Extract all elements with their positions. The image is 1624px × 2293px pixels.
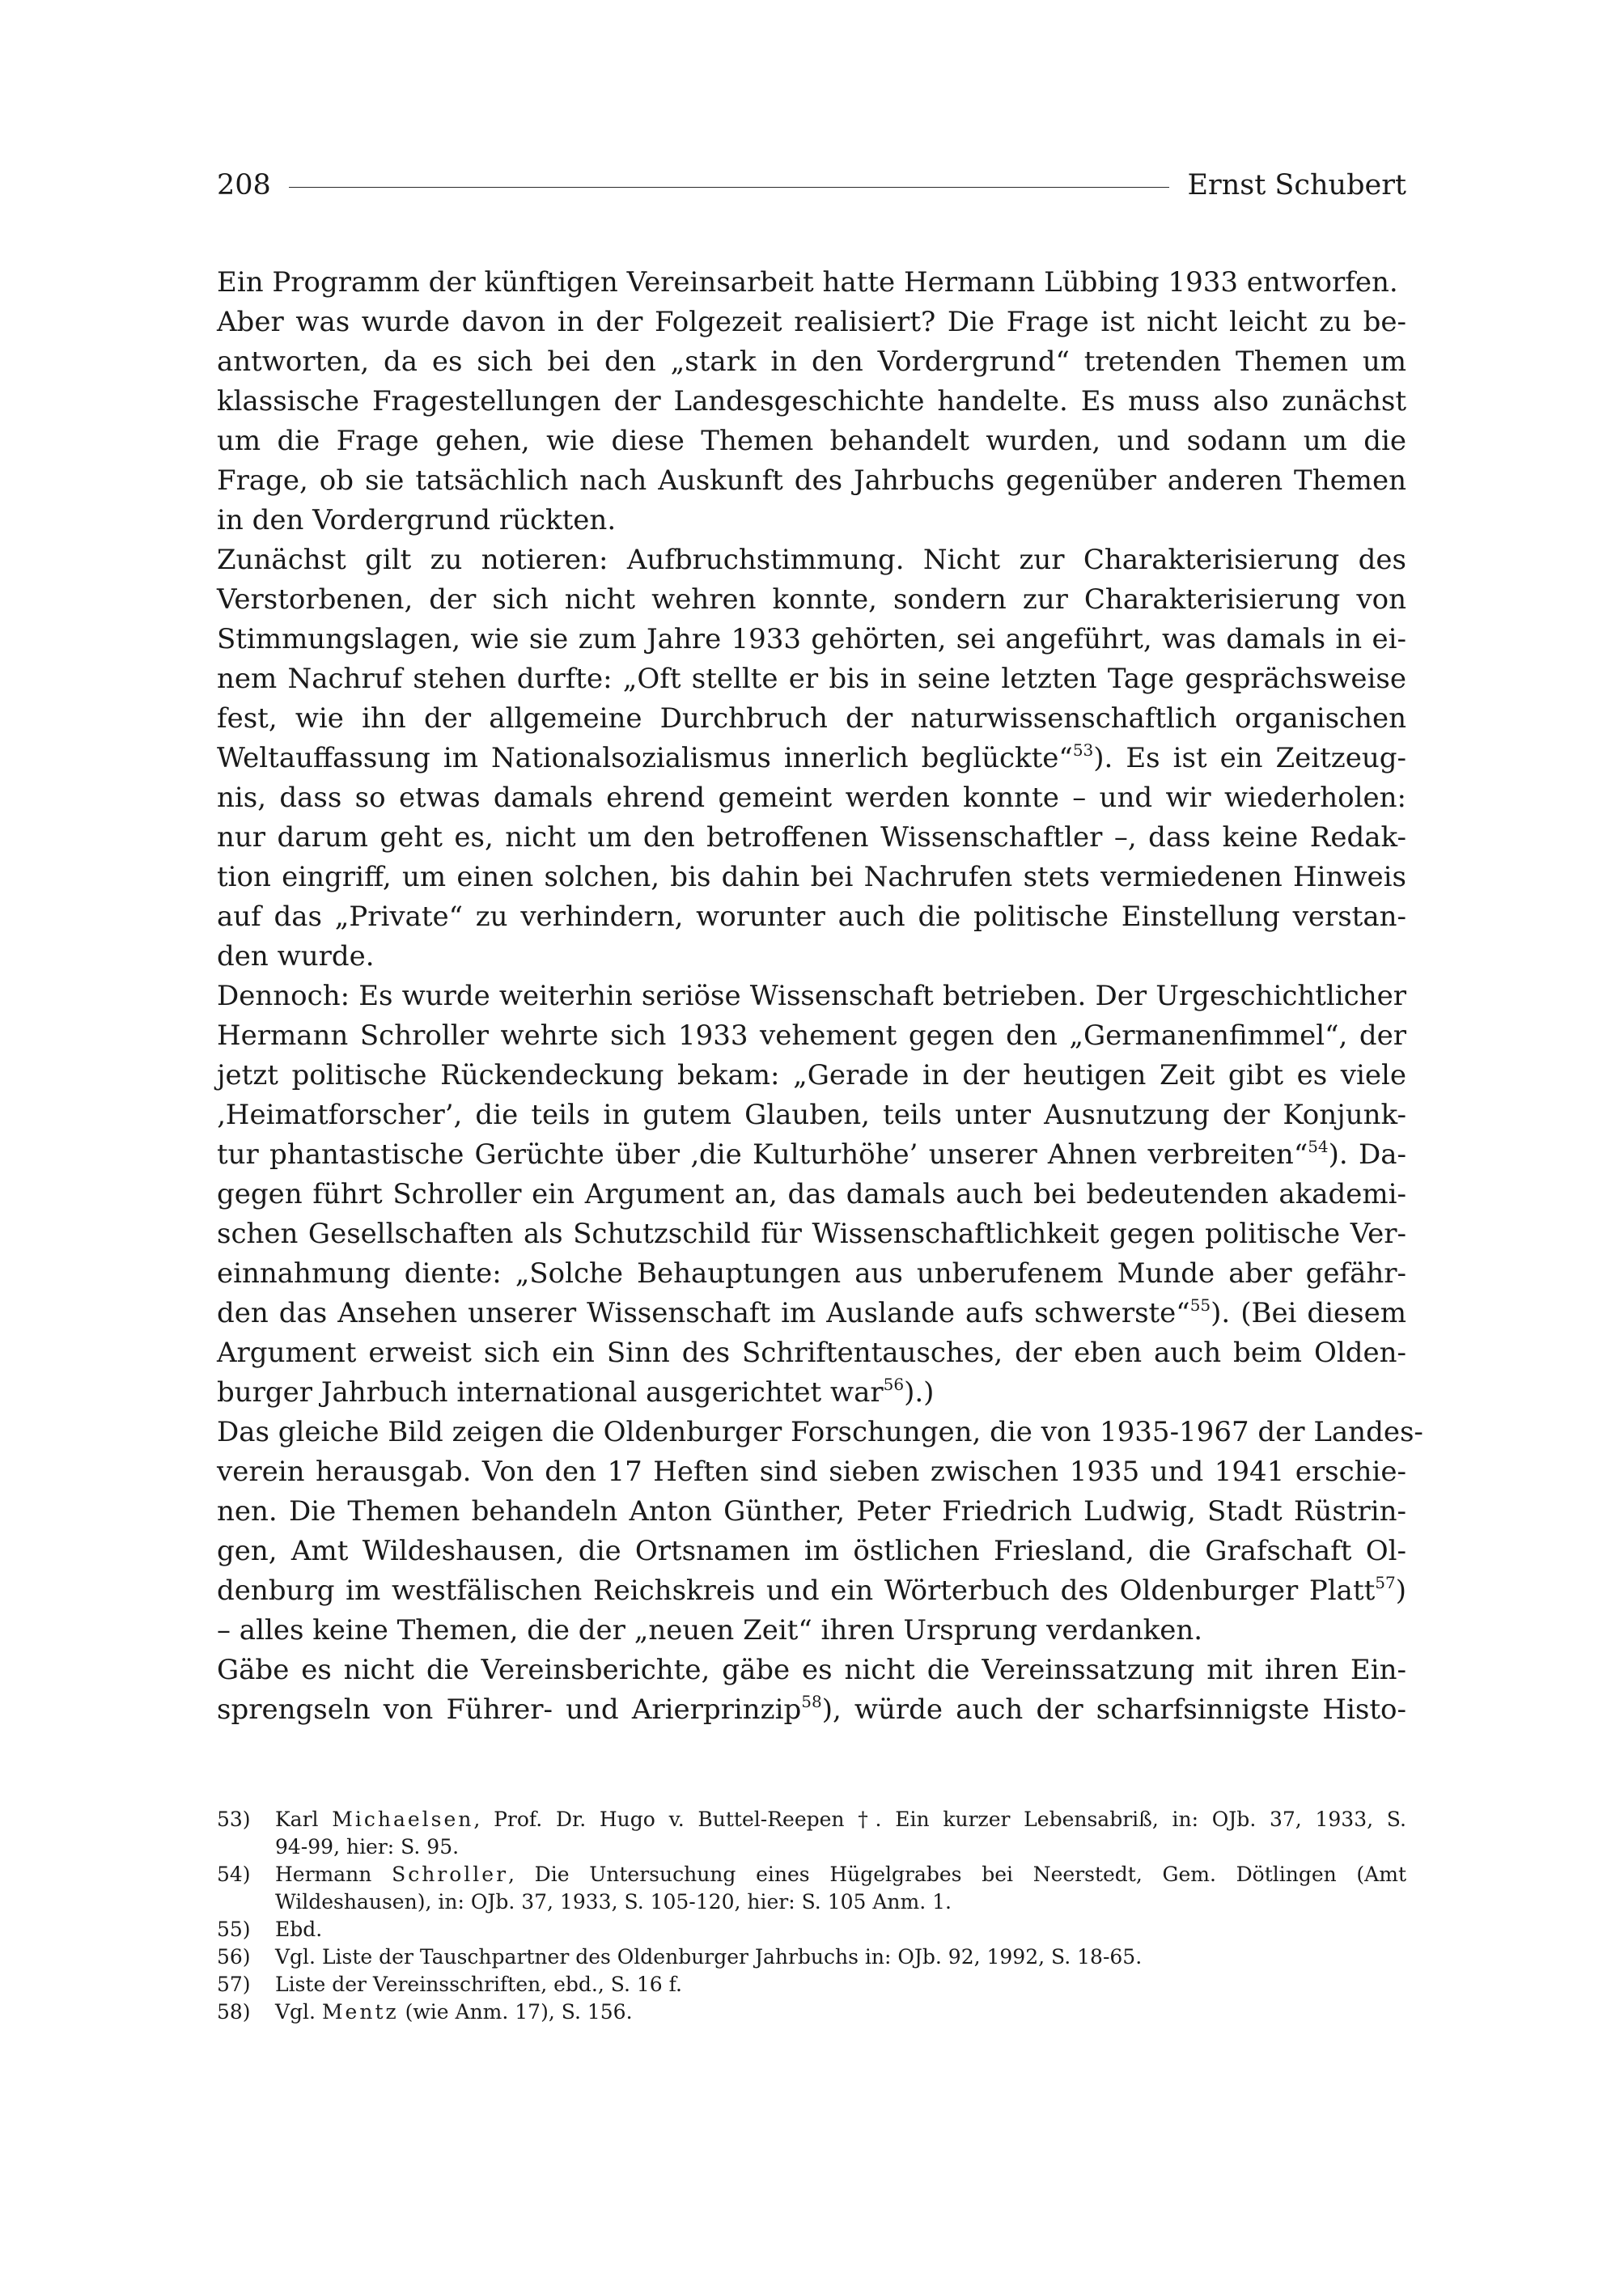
body-line bbox=[217, 699, 1406, 739]
footnote-text bbox=[275, 1971, 1406, 1998]
body-text-run: ), würde auch der scharfsinnigste Histo- bbox=[821, 1693, 1406, 1726]
body-text-run: fest, wie ihn der allgemeine Durchbruch der naturwissenschaftlich organischen bbox=[217, 702, 1406, 735]
footnote-text-run: 94-99, hier: S. 95. bbox=[275, 1835, 460, 1859]
body-line bbox=[217, 1452, 1406, 1492]
body-line bbox=[217, 1492, 1406, 1532]
footnotes bbox=[217, 1806, 1406, 2026]
body-text-run: Stimmungslagen, wie sie zum Jahre 1933 gehörten, sei angeführt, was damals in ei- bbox=[217, 623, 1406, 655]
body-text bbox=[217, 263, 1423, 1730]
body-text-run: klassische Fragestellungen der Landesgeschichte handelte. Es muss also zunächst bbox=[217, 385, 1406, 417]
footnote-text-run: Ebd. bbox=[275, 1918, 323, 1941]
body-text-run: Weltauffassung im Nationalsozialismus innerlich beglückte“ bbox=[217, 742, 1073, 774]
footnote-ref: 58 bbox=[801, 1691, 822, 1711]
body-text-run: Dennoch: Es wurde weiterhin seriöse Wissenschaft betrieben. Der Urgeschichtlicher bbox=[217, 980, 1406, 1012]
body-text-run: ). (Bei diesem bbox=[1211, 1297, 1406, 1329]
body-line bbox=[217, 1532, 1406, 1571]
body-line bbox=[217, 342, 1406, 382]
body-text-run: Gäbe es nicht die Vereinsberichte, gäbe es nicht die Vereinssatzung mit ihren Ein- bbox=[217, 1654, 1406, 1686]
body-text-run: auf das „Private“ zu verhindern, worunter auch die politische Einstellung verstan- bbox=[217, 901, 1406, 933]
body-line bbox=[217, 422, 1406, 461]
footnote bbox=[217, 1943, 1406, 1971]
body-text-run: Hermann Schroller wehrte sich 1933 vehement gegen den „Germanenfimmel“, der bbox=[217, 1019, 1406, 1052]
footnote-text-run: Vgl. bbox=[275, 2000, 322, 2024]
body-line bbox=[217, 659, 1406, 699]
body-text-run: ) bbox=[1395, 1575, 1406, 1607]
body-line bbox=[217, 1651, 1406, 1690]
body-line bbox=[217, 1571, 1406, 1611]
body-text-run: schen Gesellschaften als Schutzschild für Wissenschaftlichkeit gegen politische Ver- bbox=[217, 1218, 1406, 1250]
body-line bbox=[217, 1056, 1406, 1096]
footnote bbox=[217, 1861, 1406, 1916]
footnote-text-run: (wie Anm. 17), S. 156. bbox=[398, 2000, 633, 2024]
footnote-line bbox=[275, 1971, 1406, 1998]
body-line bbox=[217, 937, 1406, 977]
footnote-line bbox=[275, 1998, 1406, 2026]
body-line bbox=[217, 1611, 1406, 1651]
footnote-author-name: Schroller bbox=[392, 1863, 509, 1886]
body-line bbox=[217, 778, 1406, 818]
body-text-run: Aber was wurde davon in der Folgezeit realisiert? Die Frage ist nicht leicht zu be- bbox=[217, 306, 1406, 338]
body-line bbox=[217, 897, 1406, 937]
body-text-run: Das gleiche Bild zeigen die Oldenburger Forschungen, die von 1935-1967 der Landes- bbox=[217, 1416, 1423, 1448]
body-line bbox=[217, 1690, 1406, 1730]
body-text-run: den wurde. bbox=[217, 940, 375, 973]
body-line bbox=[217, 1254, 1406, 1294]
footnote-line bbox=[275, 1888, 1406, 1916]
body-line bbox=[217, 1135, 1406, 1175]
footnote-author-name: Mentz bbox=[321, 2000, 399, 2024]
footnote bbox=[217, 1971, 1406, 1998]
body-text-run: denburg im westfälischen Reichskreis und ein Wörterbuch des Oldenburger Platt bbox=[217, 1575, 1376, 1607]
footnote-line bbox=[275, 1916, 1406, 1943]
body-text-run: Argument erweist sich ein Sinn des Schriftentausches, der eben auch beim Olden- bbox=[217, 1337, 1406, 1369]
body-text-run: antworten, da es sich bei den „stark in den Vordergrund“ tretenden Themen um bbox=[217, 345, 1406, 378]
body-text-run: gegen führt Schroller ein Argument an, das damals auch bei bedeutenden akademi- bbox=[217, 1178, 1406, 1210]
body-text-run: burger Jahrbuch international ausgerichtet war bbox=[217, 1376, 884, 1409]
body-line bbox=[217, 1175, 1406, 1214]
footnote bbox=[217, 1998, 1406, 2026]
body-text-run: ‚Heimatforscher’, die teils in gutem Glauben, teils unter Ausnutzung der Konjunk- bbox=[217, 1099, 1406, 1131]
body-text-run: den das Ansehen unserer Wissenschaft im Auslande aufs schwerste“ bbox=[217, 1297, 1190, 1329]
footnote-number: 57) bbox=[217, 1973, 251, 1996]
body-line bbox=[217, 501, 1406, 540]
body-line bbox=[217, 818, 1406, 858]
footnote-text bbox=[275, 1916, 1406, 1943]
body-text-run: nis, dass so etwas damals ehrend gemeint werden konnte – und wir wiederholen: bbox=[217, 782, 1406, 814]
body-text-run: nur darum geht es, nicht um den betroffenen Wissenschaftler –, dass keine Redak- bbox=[217, 821, 1406, 854]
body-text-run: nen. Die Themen behandeln Anton Günther, Peter Friedrich Ludwig, Stadt Rüstrin- bbox=[217, 1495, 1406, 1528]
body-text-run: in den Vordergrund rückten. bbox=[217, 504, 617, 536]
page-number: 208 bbox=[217, 169, 271, 201]
body-line bbox=[217, 1096, 1406, 1135]
footnote-line bbox=[275, 1806, 1406, 1833]
footnote-text-run: Wildeshausen), in: OJb. 37, 1933, S. 105-120, hier: S. 105 Anm. 1. bbox=[275, 1890, 952, 1914]
body-line bbox=[217, 540, 1406, 580]
footnote-number: 53) bbox=[217, 1808, 251, 1831]
footnote-number: 54) bbox=[217, 1863, 251, 1886]
footnote-number: 56) bbox=[217, 1945, 251, 1969]
footnote bbox=[217, 1806, 1406, 1861]
footnote-text-run: , Prof. Dr. Hugo v. Buttel-Reepen †. Ein kurzer Lebensabriß, in: OJb. 37, 1933, S. bbox=[473, 1808, 1406, 1831]
footnote-text-run: Vgl. Liste der Tauschpartner des Oldenburger Jahrbuchs in: OJb. 92, 1992, S. 18-65. bbox=[275, 1945, 1143, 1969]
footnote-line bbox=[275, 1833, 1406, 1861]
body-line bbox=[217, 1016, 1406, 1056]
running-header bbox=[217, 166, 1406, 205]
footnote-number: 58) bbox=[217, 2000, 251, 2024]
body-text-run: gen, Amt Wildeshausen, die Ortsnamen im östlichen Friesland, die Grafschaft Ol- bbox=[217, 1535, 1406, 1567]
footnote-number: 55) bbox=[217, 1918, 251, 1941]
body-line bbox=[217, 1373, 1406, 1413]
body-text-run: Ein Programm der künftigen Vereinsarbeit hatte Hermann Lübbing 1933 entworfen. bbox=[217, 266, 1398, 299]
body-text-run: um die Frage gehen, wie diese Themen behandelt wurden, und sodann um die bbox=[217, 425, 1406, 457]
footnote-line bbox=[275, 1943, 1406, 1971]
body-text-run: ). Es ist ein Zeitzeug- bbox=[1093, 742, 1406, 774]
body-text-run: einnahmung diente: „Solche Behauptungen aus unberufenem Munde aber gefähr- bbox=[217, 1257, 1406, 1290]
footnote-text-run: Liste der Vereinsschriften, ebd., S. 16 f. bbox=[275, 1973, 682, 1996]
body-text-run: Verstorbenen, der sich nicht wehren konnte, sondern zur Charakterisierung von bbox=[217, 583, 1406, 616]
footnote-author-name: Michaelsen bbox=[332, 1808, 474, 1831]
body-text-run: Frage, ob sie tatsächlich nach Auskunft des Jahrbuchs gegenüber anderen Themen bbox=[217, 464, 1406, 497]
footnote-text bbox=[275, 1861, 1406, 1916]
footnote-text bbox=[275, 1943, 1406, 1971]
footnote-ref: 53 bbox=[1072, 740, 1094, 760]
footnote-ref: 55 bbox=[1189, 1295, 1211, 1315]
body-line bbox=[217, 1214, 1406, 1254]
body-line bbox=[217, 858, 1406, 897]
body-text-run: jetzt politische Rückendeckung bekam: „Gerade in der heutigen Zeit gibt es viele bbox=[217, 1059, 1406, 1091]
footnote-text-run: Karl bbox=[275, 1808, 333, 1831]
body-line bbox=[217, 303, 1406, 342]
body-text-run: – alles keine Themen, die der „neuen Zeit“ ihren Ursprung verdanken. bbox=[217, 1614, 1203, 1647]
body-line bbox=[217, 461, 1406, 501]
footnote-text-run: , Die Untersuchung eines Hügelgrabes bei Neerstedt, Gem. Dötlingen (Amt bbox=[508, 1863, 1406, 1886]
body-line bbox=[217, 1294, 1406, 1333]
body-line bbox=[217, 1413, 1423, 1452]
header-rule bbox=[289, 187, 1170, 188]
body-text-run: verein herausgab. Von den 17 Heften sind sieben zwischen 1935 und 1941 erschie- bbox=[217, 1456, 1406, 1488]
footnote-text bbox=[275, 1806, 1406, 1861]
body-line bbox=[217, 263, 1406, 303]
body-line bbox=[217, 739, 1406, 778]
footnote-text-run: Hermann bbox=[275, 1863, 392, 1886]
body-line bbox=[217, 580, 1406, 620]
footnote-text bbox=[275, 1998, 1406, 2026]
body-text-run: tion eingriff, um einen solchen, bis dahin bei Nachrufen stets vermiedenen Hinweis bbox=[217, 861, 1406, 893]
body-text-run: ).) bbox=[904, 1376, 935, 1409]
footnote bbox=[217, 1916, 1406, 1943]
body-text-run: sprengseln von Führer- und Arierprinzip bbox=[217, 1693, 802, 1726]
footnote-ref: 54 bbox=[1308, 1136, 1329, 1156]
body-text-run: nem Nachruf stehen durfte: „Oft stellte er bis in seine letzten Tage gesprächsweise bbox=[217, 663, 1406, 695]
body-line bbox=[217, 977, 1406, 1016]
running-head-author: Ernst Schubert bbox=[1187, 169, 1406, 201]
body-text-run: ). Da- bbox=[1328, 1138, 1406, 1171]
body-line bbox=[217, 1333, 1406, 1373]
body-text-run: Zunächst gilt zu notieren: Aufbruchstimmung. Nicht zur Charakterisierung des bbox=[217, 544, 1406, 576]
footnote-ref: 57 bbox=[1375, 1572, 1396, 1592]
body-text-run: tur phantastische Gerüchte über ‚die Kulturhöhe’ unserer Ahnen verbreiten“ bbox=[217, 1138, 1308, 1171]
footnote-ref: 56 bbox=[883, 1374, 905, 1394]
body-line bbox=[217, 620, 1406, 659]
body-line bbox=[217, 382, 1406, 422]
footnote-line bbox=[275, 1861, 1406, 1888]
